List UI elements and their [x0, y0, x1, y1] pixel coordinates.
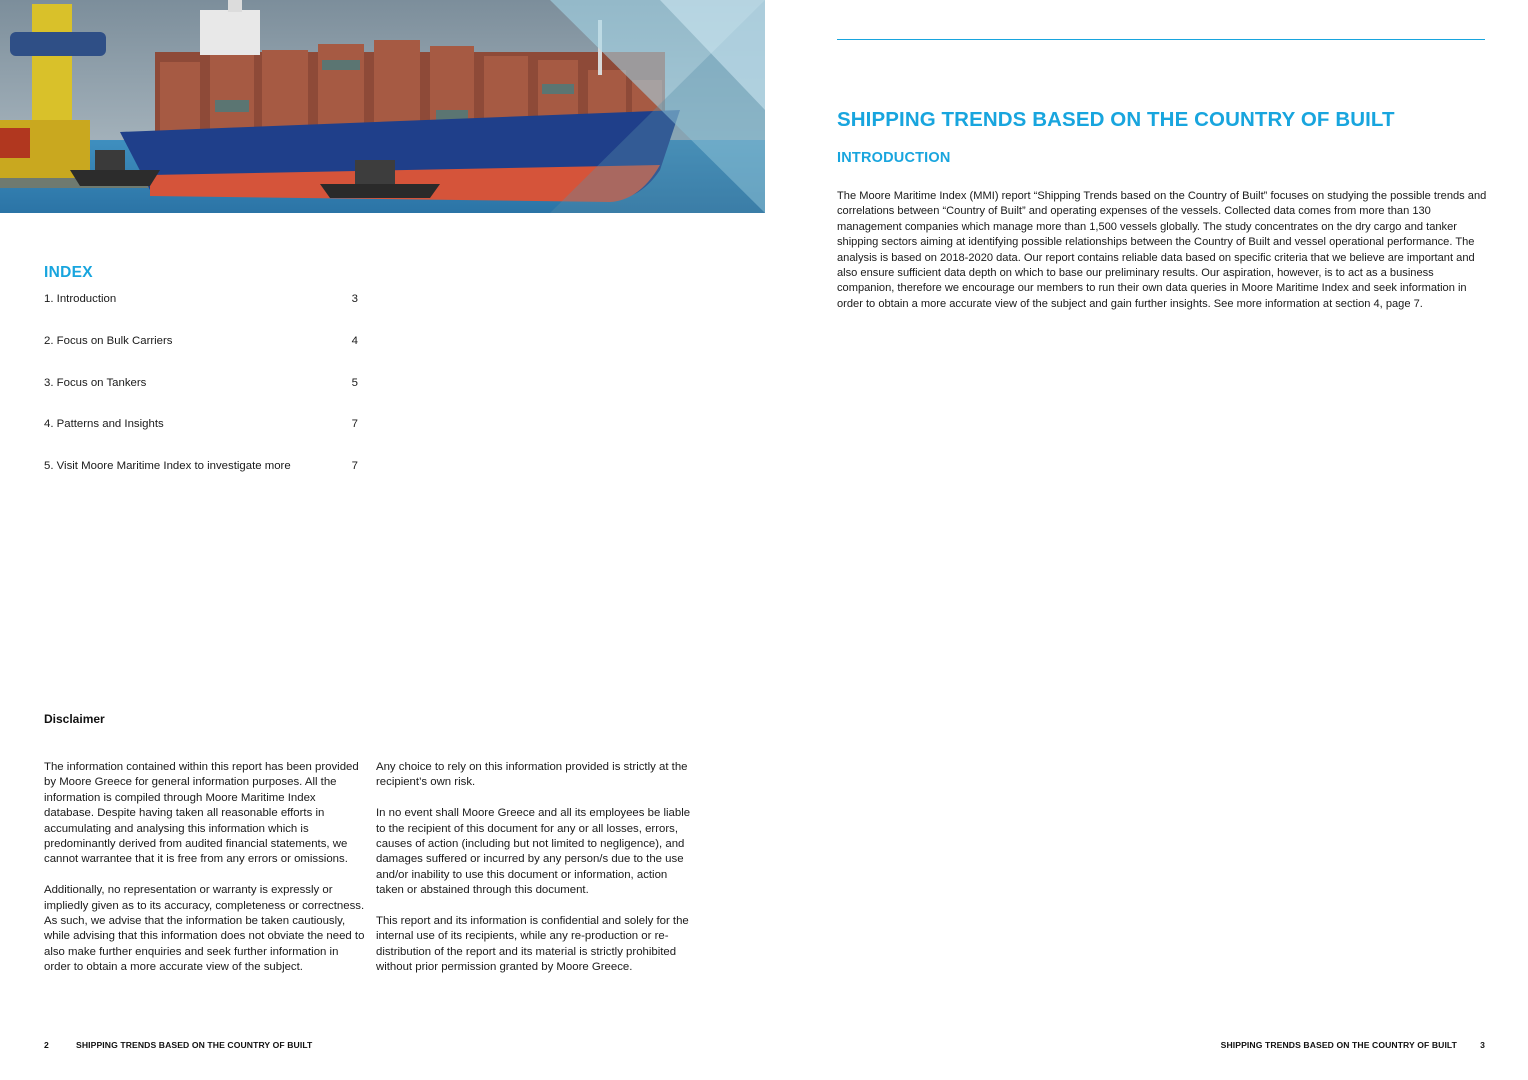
disclaimer-title: Disclaimer	[44, 712, 105, 726]
footer-right	[1221, 1040, 1485, 1050]
index-item-page: 5	[351, 376, 358, 389]
disclaimer-paragraph: Any choice to rely on this information provided is strictly at the recipient’s own risk.	[376, 761, 688, 789]
footer-left	[44, 1040, 312, 1050]
index-item-page: 3	[351, 293, 358, 305]
page-title: SHIPPING TRENDS BASED ON THE COUNTRY OF BUILT	[837, 108, 1395, 131]
disclaimer-paragraph: In no event shall Moore Greece and all its employees be liable to the recipient of this document for any or all losses, errors, causes of action (including but not limited to negligence), and damages suffered or incurred by any person/s due to the use and/or inability to use this document or information, action taken or abstained through this document.	[376, 807, 691, 897]
index-item-label: 2. Focus on Bulk Carriers	[44, 334, 173, 347]
disclaimer-paragraph: This report and its information is confidential and solely for the internal use of its recipients, while any re-production or re-distribution of the report and its material is strictly prohibited without prior permission granted by Moore Greece.	[376, 915, 689, 974]
index-list	[44, 292, 358, 501]
index-item-label: 1. Introduction	[44, 293, 117, 305]
disclaimer-column-1	[44, 760, 366, 991]
index-item-page: 7	[351, 418, 358, 431]
index-item[interactable]	[44, 334, 358, 376]
running-title: SHIPPING TRENDS BASED ON THE COUNTRY OF BUILT	[76, 1040, 313, 1050]
index-title: INDEX	[44, 264, 93, 281]
index-item-label: 4. Patterns and Insights	[44, 418, 164, 431]
index-item-page: 7	[351, 460, 358, 473]
disclaimer-paragraph: The information contained within this report has been provided by Moore Greece for general information purposes. All the information is compiled through Moore Maritime Index database. Despite having taken all reasonable efforts in accumulating and analysing this information which is predominantly derived from audited financial statements, we cannot warrantee that it is free from any errors or omissions.	[44, 761, 359, 866]
index-item-label: 5. Visit Moore Maritime Index to investigate more	[44, 460, 291, 473]
index-item[interactable]	[44, 292, 358, 334]
intro-paragraph: The Moore Maritime Index (MMI) report “Shipping Trends based on the Country of Built” focuses on studying the possible trends and correlations between “Country of Built” and operating expenses of the vessels. Collected data comes from more than 130 management companies which manage more than 1,500 vessels globally. The study concentrates on the dry cargo and tanker shipping sectors aiming at identifying possible relationships between the Country of Built and vessel operational performance. The analysis is based on 2018-2020 data. Our report contains reliable data based on specific criteria that we believe are important and also ensure sufficient data depth on which to base our preliminary results. Our aspiration, however, is to act as a business companion, therefore we encourage our members to run their own data queries in Moore Maritime Index and seek information in order to obtain a more accurate view of the subject and gain further insights. See more information at section 4, page 7.	[837, 190, 1487, 310]
header-rule	[837, 39, 1485, 40]
index-item[interactable]	[44, 417, 358, 459]
page-number: 2	[44, 1040, 49, 1050]
running-title: SHIPPING TRENDS BASED ON THE COUNTRY OF BUILT	[1220, 1040, 1457, 1050]
index-item[interactable]	[44, 459, 358, 501]
index-item[interactable]	[44, 376, 358, 418]
disclaimer-paragraph: Additionally, no representation or warranty is expressly or impliedly given as to its accuracy, completeness or correctness. As such, we advise that the information be taken cautiously, while advising that this information does not obviate the need to also make further enquiries and seek further information in order to obtain a more accurate view of the subject.	[44, 884, 365, 974]
index-item-label: 3. Focus on Tankers	[44, 376, 147, 389]
section-heading: INTRODUCTION	[837, 150, 951, 166]
container-ship-photo	[0, 0, 765, 213]
disclaimer-column-2	[376, 760, 694, 991]
index-item-page: 4	[351, 334, 358, 347]
hero-image	[0, 0, 765, 213]
page-number: 3	[1480, 1040, 1485, 1050]
